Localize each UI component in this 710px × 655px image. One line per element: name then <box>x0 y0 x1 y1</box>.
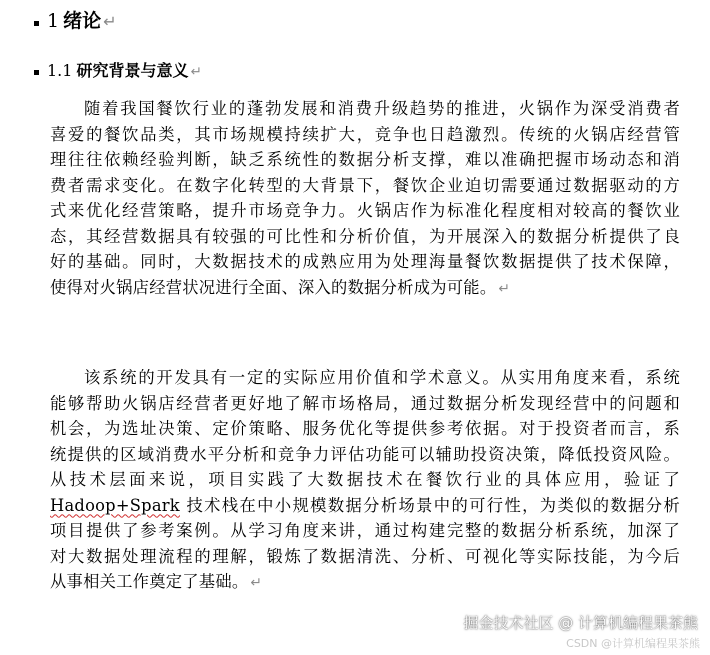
text-line: 好的基础。同时，大数据技术的成熟应用为处理海量餐饮数据提供了技术保障， <box>50 252 680 271</box>
heading-bullet <box>34 70 39 75</box>
paragraph-significance <box>50 365 680 597</box>
text-line: 统提供的区域消费水平分析和竞争力评估功能可以辅助投资决策，降低投资风险。 <box>50 444 680 464</box>
text-line: 费者需求变化。在数字化转型的大背景下，餐饮企业迫切需要通过数据驱动的方 <box>50 175 680 195</box>
section-title: 研究背景与意义 <box>76 61 189 80</box>
heading-bullet <box>34 21 39 26</box>
text-line-tech <box>50 493 680 519</box>
heading-section <box>34 58 202 81</box>
chapter-number: 1 <box>47 10 60 32</box>
text-line: 喜爱的餐饮品类，其市场规模持续扩大，竞争也日趋激烈。传统的火锅店经营管 <box>50 124 680 144</box>
paragraph-background <box>50 96 680 302</box>
text-line-content: 从事相关工作奠定了基础。 <box>50 572 249 591</box>
text-line: 机会，为选址决策、定价策略、服务优化等提供参考依据。对于投资者而言，系 <box>50 419 680 438</box>
paragraph-mark-icon: ↵ <box>250 575 263 591</box>
spellcheck-underlined-term: Hadoop+Spark <box>50 495 180 515</box>
text-line-content: 使得对火锅店经营状况进行全面、深入的数据分析成为可能。 <box>50 277 497 297</box>
text-line-last <box>50 569 680 597</box>
text-line: 该系统的开发具有一定的实际应用价值和学术意义。从实用角度来看，系统 <box>84 368 680 387</box>
heading-chapter <box>34 6 117 33</box>
text-line: 式来优化经营策略，提升市场竞争力。火锅店作为标准化程度相对较高的餐饮业 <box>50 201 680 220</box>
text-line-last <box>50 275 680 303</box>
text-line-content: 技术栈在中小规模数据分析场景中的可行性，为类似的数据分析 <box>179 495 680 515</box>
text-line: 项目提供了参考案例。从学习角度来讲，通过构建完整的数据分析系统，加深了 <box>50 521 680 540</box>
paragraph-mark-icon: ↵ <box>103 12 117 31</box>
watermark-juejin: 掘金技术社区 @ 计算机编程果茶熊 <box>463 614 698 632</box>
text-line: 理往往依赖经验判断，缺乏系统性的数据分析支撑，难以准确把握市场动态和消 <box>50 150 680 169</box>
watermark-csdn: CSDN @计算机编程果茶熊 <box>566 637 700 650</box>
paragraph-mark-icon: ↵ <box>190 64 202 80</box>
text-line: 态，其经营数据具有较强的可比性和分析价值，为开展深入的数据分析提供了良 <box>50 226 680 246</box>
text-line: 能够帮助火锅店经营者更好地了解市场格局，通过数据分析发现经营中的问题和 <box>50 393 680 413</box>
text-line: 从技术层面来说，项目实践了大数据技术在餐饮行业的具体应用，验证了 <box>50 470 680 489</box>
paragraph-mark-icon: ↵ <box>498 280 511 297</box>
text-line: 随着我国餐饮行业的蓬勃发展和消费升级趋势的推进，火锅作为深受消费者 <box>84 99 680 118</box>
chapter-title: 绪论 <box>63 10 102 32</box>
section-number: 1.1 <box>47 61 73 80</box>
text-line: 对大数据处理流程的理解，锻炼了数据清洗、分析、可视化等实际技能，为今后 <box>50 546 680 566</box>
